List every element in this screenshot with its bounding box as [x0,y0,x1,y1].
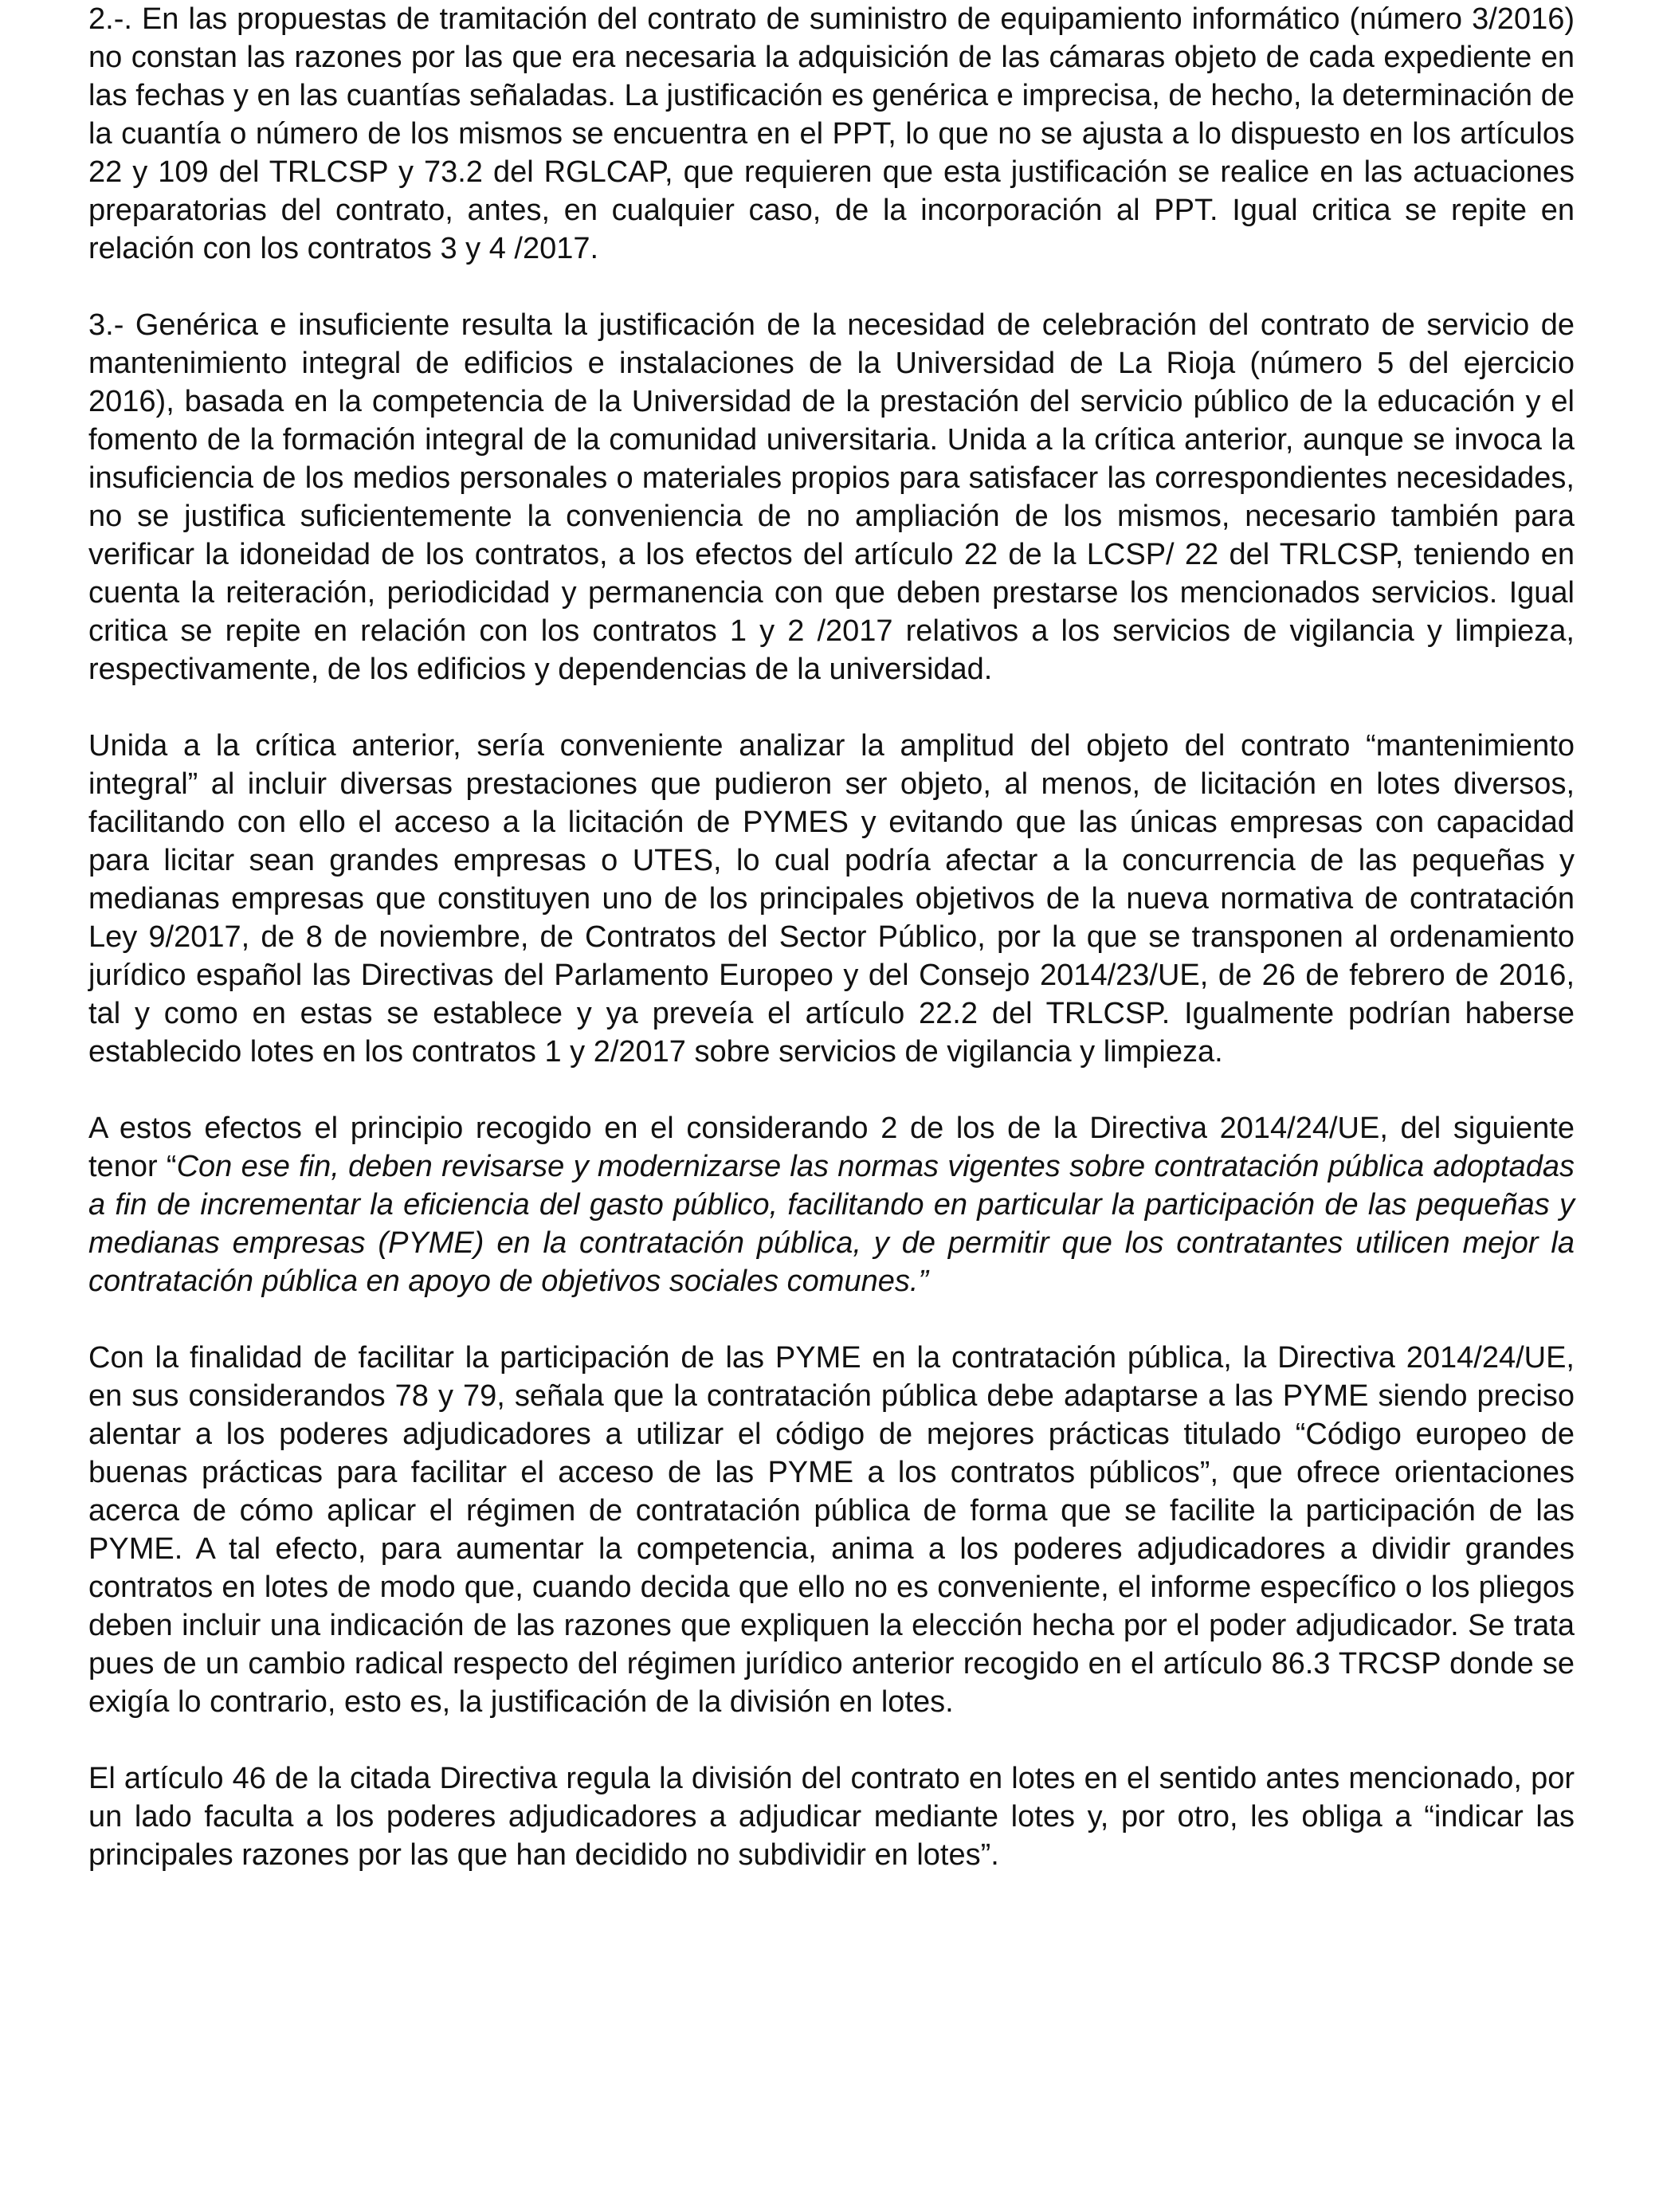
paragraph-integral-maintenance: Unida a la crítica anterior, sería conveniente analizar la amplitud del objeto del contrato “mantenimiento integral” al incluir diversas prestaciones que pudieron ser objeto, al menos, de licitación en lotes diversos, facilitando con ello el acceso a la licitación de PYMES y evitando que las únicas empresas con capacidad para licitar sean grandes empresas o UTES, lo cual podría afectar a la concurrencia de las pequeñas y medianas empresas que constituyen uno de los principales objetivos de la nueva normativa de contratación Ley 9/2017, de 8 de noviembre, de Contratos del Sector Público, por la que se transponen al ordenamiento jurídico español las Directivas del Parlamento Europeo y del Consejo 2014/23/UE, de 26 de febrero de 2016, tal y como en estas se establece y ya preveía el artículo 22.2 del TRLCSP. Igualmente podrían haberse establecido lotes en los contratos 1 y 2/2017 sobre servicios de vigilancia y limpieza. [88,729,1575,1069]
paragraph-pyme-participation: Con la finalidad de facilitar la participación de las PYME en la contratación pública, la Directiva 2014/24/UE, en sus considerandos 78 y 79, señala que la contratación pública debe adaptarse a las PYME siendo preciso alentar a los poderes adjudicadores a utilizar el código de mejores prácticas titulado “Código europeo de buenas prácticas para facilitar el acceso de las PYME a los contratos públicos”, que ofrece orientaciones acerca de cómo aplicar el régimen de contratación pública de forma que se facilite la participación de las PYME. A tal efecto, para aumentar la competencia, anima a los poderes adjudicadores a dividir grandes contratos en lotes de modo que, cuando decida que ello no es conveniente, el informe específico o los pliegos deben incluir una indicación de las razones que expliquen la elección hecha por el poder adjudicador. Se trata pues de un cambio radical respecto del régimen jurídico anterior recogido en el artículo 86.3 TRCSP donde se exigía lo contrario, esto es, la justificación de la división en lotes. [88,1341,1575,1719]
paragraph-directive-recital-2 [88,1109,1575,1300]
paragraph-article-46: El artículo 46 de la citada Directiva regula la división del contrato en lotes en el sentido antes mencionado, por un lado faculta a los poderes adjudicadores a adjudicar mediante lotes y, por otro, les obliga a “indicar las principales razones por las que han decidido no subdividir en lotes”. [88,1762,1575,1872]
directive-recital-intro: A estos efectos el principio recogido en el considerando 2 de los de la Directiva 2014/24/UE, del siguiente tenor “ [88,1112,1575,1183]
paragraph-section-2: 2.-. En las propuestas de tramitación del contrato de suministro de equipamiento informático (número 3/2016) no constan las razones por las que era necesaria la adquisición de las cámaras objeto de cada expediente en las fechas y en las cuantías señaladas. La justificación es genérica e imprecisa, de hecho, la determinación de la cuantía o número de los mismos se encuentra en el PPT, lo que no se ajusta a lo dispuesto en los artículos 22 y 109 del TRLCSP y 73.2 del RGLCAP, que requieren que esta justificación se realice en las actuaciones preparatorias del contrato, antes, en cualquier caso, de la incorporación al PPT. Igual critica se repite en relación con los contratos 3 y 4 /2017. [88,2,1575,265]
paragraph-section-3: 3.- Genérica e insuficiente resulta la justificación de la necesidad de celebración del contrato de servicio de mantenimiento integral de edificios e instalaciones de la Universidad de La Rioja (número 5 del ejercicio 2016), basada en la competencia de la Universidad de la prestación del servicio público de la educación y el fomento de la formación integral de la comunidad universitaria. Unida a la crítica anterior, aunque se invoca la insuficiencia de los medios personales o materiales propios para satisfacer las correspondientes necesidades, no se justifica suficientemente la conveniencia de no ampliación de los mismos, necesario también para verificar la idoneidad de los contratos, a los efectos del artículo 22 de la LCSP/ 22 del TRLCSP, teniendo en cuenta la reiteración, periodicidad y permanencia con que deben prestarse los mencionados servicios. Igual critica se repite en relación con los contratos 1 y 2 /2017 relativos a los servicios de vigilancia y limpieza, respectivamente, de los edificios y dependencias de la universidad. [88,308,1575,686]
directive-recital-quote: Con ese fin, deben revisarse y modernizarse las normas vigentes sobre contratación pública adoptadas a fin de incrementar la eficiencia del gasto público, facilitando en particular la participación de las pequeñas y medianas empresas (PYME) en la contratación pública, y de permitir que los contratantes utilicen mejor la contratación pública en apoyo de objetivos sociales comunes.” [88,1150,1575,1298]
document-page [88,0,1575,2212]
